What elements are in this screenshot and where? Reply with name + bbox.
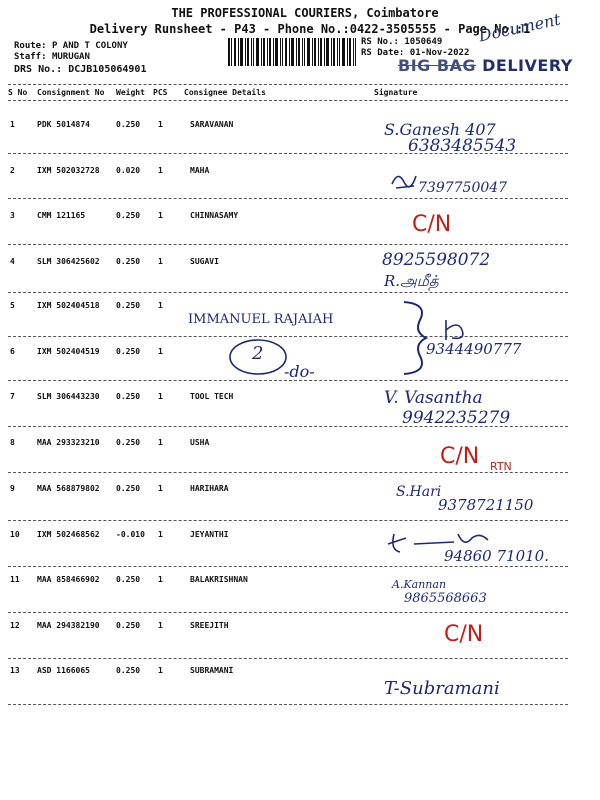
rs-date-label: RS Date: xyxy=(361,48,405,58)
row-pcs: 1 xyxy=(158,621,163,630)
col-consignee: Consignee Details xyxy=(184,88,266,97)
row-consignment: IXM 502404519 xyxy=(37,347,100,356)
staff-value: MURUGAN xyxy=(51,52,90,62)
row-divider xyxy=(8,520,568,521)
cn-mark: C/N xyxy=(440,444,480,469)
signature-text: R.அமீத் xyxy=(384,272,439,290)
row-pcs: 1 xyxy=(158,666,163,675)
delivery-stamp-struck: BIG BAG xyxy=(398,56,477,75)
row-divider xyxy=(8,612,568,613)
signature-text: V. Vasantha xyxy=(384,388,483,408)
row-consignment: IXM 502468562 xyxy=(37,530,100,539)
row-weight: -0.010 xyxy=(116,530,145,539)
row-consignment: MAA 293323210 xyxy=(37,438,100,447)
row-sno: 8 xyxy=(10,438,15,447)
row-sno: 10 xyxy=(10,530,20,539)
row-consignee: USHA xyxy=(190,438,210,447)
cn-mark: C/N xyxy=(444,622,484,647)
handwritten-consignee: IMMANUEL RAJAIAH xyxy=(188,312,334,327)
row-divider xyxy=(8,380,568,381)
row-pcs: 1 xyxy=(158,484,163,493)
drs-line xyxy=(14,64,146,75)
route-line xyxy=(14,41,128,51)
signature-phone: 7397750047 xyxy=(418,180,508,196)
row-pcs: 1 xyxy=(158,530,163,539)
col-signature: Signature xyxy=(374,88,418,97)
row-consignment: IXM 502404518 xyxy=(37,301,100,310)
signature-phone: 8925598072 xyxy=(382,250,491,270)
row-pcs: 1 xyxy=(158,166,163,175)
row-weight: 0.250 xyxy=(116,621,141,630)
cn-mark: C/N xyxy=(412,212,452,237)
row-divider xyxy=(8,244,568,245)
row-weight: 0.250 xyxy=(116,347,141,356)
row-consignee: SARAVANAN xyxy=(190,120,234,129)
row-consignment: CMM 121165 xyxy=(37,211,86,220)
rs-no-line xyxy=(361,37,442,47)
col-weight: Weight xyxy=(116,88,145,97)
row-weight: 0.250 xyxy=(116,301,141,310)
row-sno: 6 xyxy=(10,347,15,356)
row-divider xyxy=(8,153,568,154)
row-weight: 0.250 xyxy=(116,120,141,129)
row-sno: 3 xyxy=(10,211,15,220)
row-consignee: MAHA xyxy=(190,166,210,175)
row-consignment: SLM 306443230 xyxy=(37,392,100,401)
staff-line xyxy=(14,52,90,62)
row-sno: 11 xyxy=(10,575,20,584)
row-consignee: SREEJITH xyxy=(190,621,229,630)
row-weight: 0.250 xyxy=(116,392,141,401)
row-consignment: MAA 858466902 xyxy=(37,575,100,584)
staff-label: Staff: xyxy=(14,52,47,62)
row-weight: 0.250 xyxy=(116,257,141,266)
row-pcs: 1 xyxy=(158,392,163,401)
row-pcs: 1 xyxy=(158,301,163,310)
col-consignment: Consignment No xyxy=(37,88,105,97)
row-weight: 0.250 xyxy=(116,438,141,447)
row-divider xyxy=(8,472,568,473)
document-stamp: Document xyxy=(476,9,563,46)
row-consignment: IXM 502032728 xyxy=(37,166,100,175)
row-pcs: 1 xyxy=(158,347,163,356)
row-consignment: MAA 294382190 xyxy=(37,621,100,630)
row-divider xyxy=(8,658,568,659)
row-pcs: 1 xyxy=(158,120,163,129)
signature-text: T-Subramani xyxy=(384,678,500,699)
signature-phone: 94860 71010. xyxy=(444,547,549,565)
signature-phone: 9942235279 xyxy=(402,408,511,428)
row-divider xyxy=(8,704,568,705)
row-weight: 0.250 xyxy=(116,575,141,584)
row-consignee: CHINNASAMY xyxy=(190,211,239,220)
signature-scribble xyxy=(390,168,420,192)
row-consignee: JEYANTHI xyxy=(190,530,229,539)
drs-value: DCJB105064901 xyxy=(68,64,147,75)
runsheet-title: Delivery Runsheet - P43 - Phone No.:0422-3505555 - Page No.:1 xyxy=(89,22,531,36)
barcode xyxy=(228,38,356,66)
row-weight: 0.250 xyxy=(116,484,141,493)
row-consignment: ASD 1166065 xyxy=(37,666,90,675)
row-consignee: BALAKRISHNAN xyxy=(190,575,248,584)
row-divider xyxy=(8,292,568,293)
rtn-mark: RTN xyxy=(490,460,512,473)
col-sno: S No xyxy=(8,88,28,97)
row-divider xyxy=(8,198,568,199)
row-pcs: 1 xyxy=(158,575,163,584)
route-value: P AND T COLONY xyxy=(51,41,128,51)
signature-phone: 6383485543 xyxy=(408,136,517,156)
row-consignee: SUGAVI xyxy=(190,257,219,266)
row-consignment: MAA 568879802 xyxy=(37,484,100,493)
row-consignment: SLM 306425602 xyxy=(37,257,100,266)
row-sno: 13 xyxy=(10,666,20,675)
row-sno: 2 xyxy=(10,166,15,175)
row-pcs: 1 xyxy=(158,211,163,220)
rs-no-value: 1050649 xyxy=(404,37,443,47)
signature-text: S.Ganesh 407 xyxy=(384,120,496,139)
row-sno: 7 xyxy=(10,392,15,401)
row-sno: 1 xyxy=(10,120,15,129)
rs-no-label: RS No.: xyxy=(361,37,399,47)
signature-phone: 9344490777 xyxy=(426,340,522,358)
signature-phone: 9378721150 xyxy=(438,496,534,514)
signature-text: A.Kannan xyxy=(392,578,447,591)
header-bottom-rule xyxy=(8,100,568,101)
row-pcs: 1 xyxy=(158,438,163,447)
brace-mark xyxy=(398,298,438,378)
circled-number-text: 2 xyxy=(252,343,264,364)
row-sno: 4 xyxy=(10,257,15,266)
row-weight: 0.250 xyxy=(116,666,141,675)
row-divider xyxy=(8,566,568,567)
signature-text: S.Hari xyxy=(396,484,442,500)
drs-label: DRS No.: xyxy=(14,64,63,75)
route-label: Route: xyxy=(14,41,47,51)
rs-date-value: 01-Nov-2022 xyxy=(409,48,470,58)
row-consignee: SUBRAMANI xyxy=(190,666,234,675)
row-pcs: 1 xyxy=(158,257,163,266)
row-consignee: HARIHARA xyxy=(190,484,229,493)
row-weight: 0.020 xyxy=(116,166,141,175)
delivery-stamp xyxy=(398,56,573,75)
row-sno: 9 xyxy=(10,484,15,493)
ditto-mark: -do- xyxy=(284,362,315,381)
row-sno: 12 xyxy=(10,621,20,630)
row-divider xyxy=(8,426,568,427)
row-consignment: PDK 5014874 xyxy=(37,120,90,129)
company-title: THE PROFESSIONAL COURIERS, Coimbatore xyxy=(171,6,439,20)
header-top-rule xyxy=(8,84,568,85)
row-consignee: TOOL TECH xyxy=(190,392,234,401)
row-weight: 0.250 xyxy=(116,211,141,220)
row-sno: 5 xyxy=(10,301,15,310)
signature-phone: 9865568663 xyxy=(404,591,487,606)
col-pcs: PCS xyxy=(153,88,168,97)
delivery-stamp-text: DELIVERY xyxy=(482,56,573,75)
